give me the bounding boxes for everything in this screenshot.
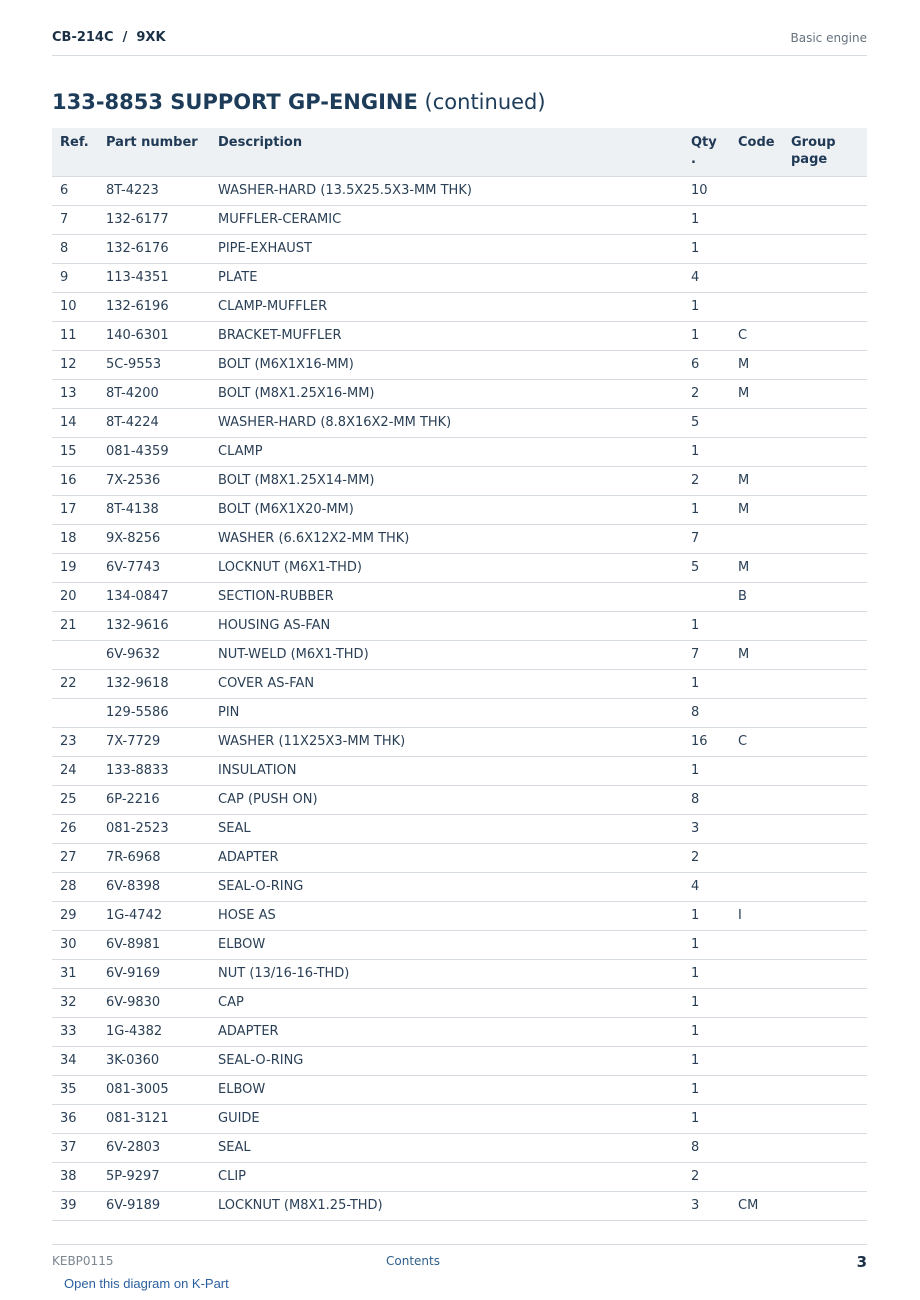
cell-qty: 1 [683, 1047, 730, 1076]
cell-description: PIN [210, 699, 683, 728]
cell-group-page [783, 757, 867, 786]
cell-qty: 1 [683, 902, 730, 931]
table-row [52, 815, 867, 844]
cell-qty: 4 [683, 873, 730, 902]
cell-code [730, 873, 783, 902]
cell-ref: 30 [52, 931, 98, 960]
cell-qty: 1 [683, 1076, 730, 1105]
table-row [52, 235, 867, 264]
cell-ref: 17 [52, 496, 98, 525]
cell-description: BRACKET-MUFFLER [210, 322, 683, 351]
cell-part-number: 113-4351 [98, 264, 210, 293]
table-row [52, 989, 867, 1018]
open-diagram-link[interactable]: Open this diagram on K-Part [64, 1276, 229, 1291]
cell-part-number: 7R-6968 [98, 844, 210, 873]
header-ref: Ref. [52, 128, 98, 177]
cell-code [730, 177, 783, 206]
page-number: 3 [856, 1253, 867, 1271]
cell-description: BOLT (M8X1.25X16-MM) [210, 380, 683, 409]
cell-group-page [783, 177, 867, 206]
cell-group-page [783, 583, 867, 612]
cell-ref: 23 [52, 728, 98, 757]
cell-code [730, 757, 783, 786]
cell-qty: 3 [683, 815, 730, 844]
cell-part-number: 8T-4138 [98, 496, 210, 525]
cell-ref: 36 [52, 1105, 98, 1134]
cell-description: LOCKNUT (M8X1.25-THD) [210, 1192, 683, 1221]
cell-part-number: 132-6176 [98, 235, 210, 264]
cell-qty: 1 [683, 322, 730, 351]
cell-ref: 32 [52, 989, 98, 1018]
cell-description: WASHER (11X25X3-MM THK) [210, 728, 683, 757]
cell-qty: 7 [683, 641, 730, 670]
cell-ref: 18 [52, 525, 98, 554]
header-qty: Qty . [683, 128, 730, 177]
cell-code [730, 1163, 783, 1192]
cell-part-number: 081-4359 [98, 438, 210, 467]
cell-ref: 7 [52, 206, 98, 235]
cell-code [730, 815, 783, 844]
table-row [52, 757, 867, 786]
cell-group-page [783, 931, 867, 960]
table-row [52, 206, 867, 235]
table-row [52, 583, 867, 612]
cell-code: C [730, 322, 783, 351]
cell-code: I [730, 902, 783, 931]
table-row [52, 1018, 867, 1047]
cell-ref: 31 [52, 960, 98, 989]
cell-part-number: 132-9616 [98, 612, 210, 641]
cell-description: CLIP [210, 1163, 683, 1192]
cell-part-number: 8T-4200 [98, 380, 210, 409]
cell-code: M [730, 380, 783, 409]
cell-qty: 8 [683, 786, 730, 815]
cell-part-number: 140-6301 [98, 322, 210, 351]
cell-qty: 1 [683, 206, 730, 235]
cell-ref: 37 [52, 1134, 98, 1163]
cell-qty: 1 [683, 496, 730, 525]
table-row [52, 467, 867, 496]
cell-code [730, 1076, 783, 1105]
cell-part-number: 132-6196 [98, 293, 210, 322]
cell-description: HOUSING AS-FAN [210, 612, 683, 641]
cell-ref: 33 [52, 1018, 98, 1047]
cell-group-page [783, 873, 867, 902]
cell-qty: 3 [683, 1192, 730, 1221]
cell-ref: 16 [52, 467, 98, 496]
cell-qty: 1 [683, 293, 730, 322]
cell-description: MUFFLER-CERAMIC [210, 206, 683, 235]
cell-ref: 20 [52, 583, 98, 612]
cell-code: M [730, 467, 783, 496]
cell-code [730, 206, 783, 235]
cell-description: ADAPTER [210, 1018, 683, 1047]
cell-ref: 14 [52, 409, 98, 438]
cell-group-page [783, 844, 867, 873]
cell-group-page [783, 1105, 867, 1134]
cell-qty: 2 [683, 844, 730, 873]
cell-group-page [783, 699, 867, 728]
table-row [52, 612, 867, 641]
cell-part-number: 129-5586 [98, 699, 210, 728]
cell-description: PIPE-EXHAUST [210, 235, 683, 264]
cell-description: SECTION-RUBBER [210, 583, 683, 612]
cell-code [730, 612, 783, 641]
cell-ref: 38 [52, 1163, 98, 1192]
cell-part-number: 6V-9169 [98, 960, 210, 989]
page-title-suffix: (continued) [424, 90, 546, 114]
cell-ref [52, 699, 98, 728]
cell-qty [683, 583, 730, 612]
cell-group-page [783, 409, 867, 438]
cell-group-page [783, 612, 867, 641]
cell-ref: 28 [52, 873, 98, 902]
cell-qty: 5 [683, 409, 730, 438]
cell-part-number: 7X-7729 [98, 728, 210, 757]
cell-qty: 1 [683, 1105, 730, 1134]
cell-ref: 27 [52, 844, 98, 873]
cell-ref: 25 [52, 786, 98, 815]
cell-group-page [783, 786, 867, 815]
cell-part-number: 1G-4382 [98, 1018, 210, 1047]
cell-code [730, 1105, 783, 1134]
cell-description: CLAMP-MUFFLER [210, 293, 683, 322]
cell-code [730, 235, 783, 264]
table-row [52, 902, 867, 931]
cell-group-page [783, 496, 867, 525]
cell-code: M [730, 351, 783, 380]
cell-code [730, 1018, 783, 1047]
cell-ref: 39 [52, 1192, 98, 1221]
cell-description: PLATE [210, 264, 683, 293]
cell-description: WASHER-HARD (8.8X16X2-MM THK) [210, 409, 683, 438]
cell-part-number: 1G-4742 [98, 902, 210, 931]
cell-part-number: 5P-9297 [98, 1163, 210, 1192]
cell-description: COVER AS-FAN [210, 670, 683, 699]
table-header-row [52, 128, 867, 177]
cell-code [730, 670, 783, 699]
cell-code: CM [730, 1192, 783, 1221]
cell-part-number: 134-0847 [98, 583, 210, 612]
cell-group-page [783, 670, 867, 699]
cell-part-number: 5C-9553 [98, 351, 210, 380]
header-code: Code [730, 128, 783, 177]
cell-qty: 2 [683, 380, 730, 409]
cell-ref: 29 [52, 902, 98, 931]
page-title-main: 133-8853 SUPPORT GP-ENGINE [52, 90, 418, 114]
cell-ref: 34 [52, 1047, 98, 1076]
table-row [52, 873, 867, 902]
table-row [52, 670, 867, 699]
table-row [52, 931, 867, 960]
cell-code [730, 525, 783, 554]
cell-group-page [783, 1163, 867, 1192]
table-row [52, 960, 867, 989]
cell-part-number: 9X-8256 [98, 525, 210, 554]
cell-group-page [783, 438, 867, 467]
cell-part-number: 081-3005 [98, 1076, 210, 1105]
cell-ref: 13 [52, 380, 98, 409]
cell-code [730, 438, 783, 467]
cell-group-page [783, 641, 867, 670]
table-row [52, 728, 867, 757]
cell-description: GUIDE [210, 1105, 683, 1134]
model-label: CB-214C / 9XK [52, 30, 166, 45]
cell-qty: 1 [683, 235, 730, 264]
cell-ref: 21 [52, 612, 98, 641]
cell-group-page [783, 351, 867, 380]
cell-group-page [783, 1047, 867, 1076]
cell-description: CAP [210, 989, 683, 1018]
cell-description: WASHER-HARD (13.5X25.5X3-MM THK) [210, 177, 683, 206]
cell-description: ELBOW [210, 1076, 683, 1105]
cell-group-page [783, 1192, 867, 1221]
cell-group-page [783, 380, 867, 409]
cell-code [730, 989, 783, 1018]
cell-part-number: 6V-9189 [98, 1192, 210, 1221]
cell-group-page [783, 989, 867, 1018]
cell-description: NUT-WELD (M6X1-THD) [210, 641, 683, 670]
cell-group-page [783, 264, 867, 293]
parts-table-body [52, 177, 867, 1221]
cell-code [730, 931, 783, 960]
cell-group-page [783, 1076, 867, 1105]
cell-code: C [730, 728, 783, 757]
header-group-page: Group page [783, 128, 867, 177]
cell-code [730, 786, 783, 815]
cell-ref: 11 [52, 322, 98, 351]
cell-part-number: 132-9618 [98, 670, 210, 699]
cell-qty: 1 [683, 960, 730, 989]
cell-description: HOSE AS [210, 902, 683, 931]
cell-qty: 2 [683, 467, 730, 496]
cell-ref: 15 [52, 438, 98, 467]
cell-description: BOLT (M6X1X16-MM) [210, 351, 683, 380]
cell-code: M [730, 554, 783, 583]
cell-description: CAP (PUSH ON) [210, 786, 683, 815]
cell-description: ADAPTER [210, 844, 683, 873]
page-header [52, 28, 867, 56]
cell-qty: 1 [683, 757, 730, 786]
cell-ref: 19 [52, 554, 98, 583]
table-row [52, 351, 867, 380]
cell-description: NUT (13/16-16-THD) [210, 960, 683, 989]
cell-ref: 22 [52, 670, 98, 699]
cell-group-page [783, 728, 867, 757]
header-description: Description [210, 128, 683, 177]
cell-group-page [783, 1018, 867, 1047]
cell-description: CLAMP [210, 438, 683, 467]
cell-code: B [730, 583, 783, 612]
cell-code: M [730, 641, 783, 670]
table-row [52, 293, 867, 322]
cell-part-number: 081-3121 [98, 1105, 210, 1134]
cell-group-page [783, 322, 867, 351]
table-row [52, 525, 867, 554]
cell-code [730, 960, 783, 989]
cell-qty: 1 [683, 670, 730, 699]
cell-qty: 1 [683, 1018, 730, 1047]
cell-group-page [783, 554, 867, 583]
cell-description: SEAL [210, 1134, 683, 1163]
cell-qty: 8 [683, 699, 730, 728]
cell-code [730, 1134, 783, 1163]
cell-description: INSULATION [210, 757, 683, 786]
cell-description: WASHER (6.6X12X2-MM THK) [210, 525, 683, 554]
section-label: Basic engine [790, 31, 867, 45]
table-row [52, 177, 867, 206]
cell-qty: 5 [683, 554, 730, 583]
cell-description: BOLT (M6X1X20-MM) [210, 496, 683, 525]
cell-description: SEAL-O-RING [210, 873, 683, 902]
cell-ref: 10 [52, 293, 98, 322]
page-title [52, 90, 546, 114]
cell-ref: 9 [52, 264, 98, 293]
cell-qty: 1 [683, 612, 730, 641]
cell-code [730, 699, 783, 728]
table-row [52, 438, 867, 467]
parts-table [52, 128, 867, 1221]
cell-code: M [730, 496, 783, 525]
table-row [52, 409, 867, 438]
page-footer [52, 1244, 867, 1275]
cell-ref [52, 641, 98, 670]
table-row [52, 1134, 867, 1163]
table-row [52, 641, 867, 670]
cell-part-number: 6V-9830 [98, 989, 210, 1018]
cell-part-number: 6V-7743 [98, 554, 210, 583]
cell-group-page [783, 815, 867, 844]
cell-ref: 24 [52, 757, 98, 786]
cell-group-page [783, 1134, 867, 1163]
table-row [52, 844, 867, 873]
cell-qty: 1 [683, 438, 730, 467]
cell-group-page [783, 467, 867, 496]
cell-part-number: 6V-8398 [98, 873, 210, 902]
table-row [52, 380, 867, 409]
cell-part-number: 8T-4223 [98, 177, 210, 206]
cell-qty: 1 [683, 989, 730, 1018]
cell-qty: 8 [683, 1134, 730, 1163]
cell-description: ELBOW [210, 931, 683, 960]
table-row [52, 1047, 867, 1076]
cell-qty: 1 [683, 931, 730, 960]
table-row [52, 1192, 867, 1221]
cell-group-page [783, 206, 867, 235]
cell-part-number: 6V-8981 [98, 931, 210, 960]
cell-group-page [783, 902, 867, 931]
cell-qty: 10 [683, 177, 730, 206]
cell-qty: 7 [683, 525, 730, 554]
cell-ref: 26 [52, 815, 98, 844]
header-part-number: Part number [98, 128, 210, 177]
table-row [52, 1076, 867, 1105]
table-row [52, 264, 867, 293]
cell-group-page [783, 960, 867, 989]
contents-link[interactable]: Contents [386, 1254, 440, 1268]
cell-part-number: 6V-9632 [98, 641, 210, 670]
cell-description: BOLT (M8X1.25X14-MM) [210, 467, 683, 496]
cell-part-number: 6P-2216 [98, 786, 210, 815]
cell-code [730, 409, 783, 438]
cell-qty: 6 [683, 351, 730, 380]
cell-ref: 12 [52, 351, 98, 380]
cell-code [730, 844, 783, 873]
cell-group-page [783, 235, 867, 264]
cell-ref: 6 [52, 177, 98, 206]
cell-ref: 35 [52, 1076, 98, 1105]
cell-description: SEAL-O-RING [210, 1047, 683, 1076]
cell-qty: 16 [683, 728, 730, 757]
cell-group-page [783, 525, 867, 554]
cell-ref: 8 [52, 235, 98, 264]
table-row [52, 786, 867, 815]
cell-description: LOCKNUT (M6X1-THD) [210, 554, 683, 583]
cell-description: SEAL [210, 815, 683, 844]
cell-code [730, 293, 783, 322]
cell-group-page [783, 293, 867, 322]
table-row [52, 496, 867, 525]
cell-qty: 2 [683, 1163, 730, 1192]
cell-part-number: 7X-2536 [98, 467, 210, 496]
table-row [52, 554, 867, 583]
cell-qty: 4 [683, 264, 730, 293]
document-id: KEBP0115 [52, 1254, 114, 1268]
cell-code [730, 264, 783, 293]
cell-code [730, 1047, 783, 1076]
table-row [52, 322, 867, 351]
table-row [52, 1163, 867, 1192]
cell-part-number: 081-2523 [98, 815, 210, 844]
cell-part-number: 133-8833 [98, 757, 210, 786]
cell-part-number: 6V-2803 [98, 1134, 210, 1163]
table-row [52, 1105, 867, 1134]
cell-part-number: 3K-0360 [98, 1047, 210, 1076]
cell-part-number: 132-6177 [98, 206, 210, 235]
table-row [52, 699, 867, 728]
cell-part-number: 8T-4224 [98, 409, 210, 438]
